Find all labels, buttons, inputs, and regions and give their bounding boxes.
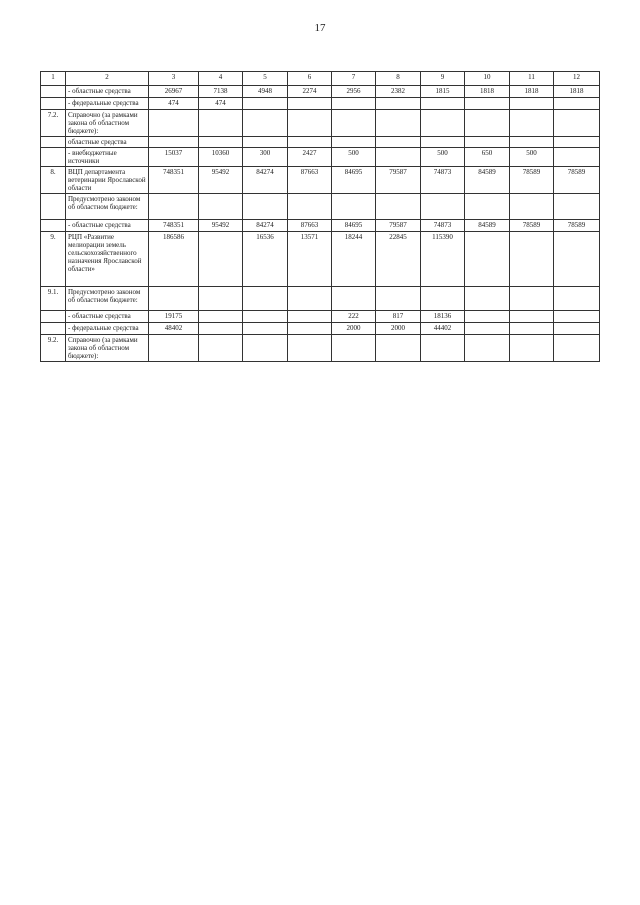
value-cell [554,110,600,137]
table-row [41,220,600,232]
value-cell [149,287,199,311]
value-cell [465,194,510,220]
value-cell [465,323,510,335]
value-cell [199,323,243,335]
value-cell: 19175 [149,311,199,323]
value-cell: 186586 [149,232,199,287]
row-index: 7.2. [41,110,66,137]
value-cell [243,137,288,148]
header-cell: 8 [376,72,421,86]
value-cell [510,287,554,311]
row-label: ВЦП департамента ветеринарии Ярославской области [66,167,149,194]
value-cell [510,137,554,148]
row-label: Предусмотрено законом об областном бюджете: [66,194,149,220]
value-cell [199,110,243,137]
header-cell: 1 [41,72,66,86]
value-cell [376,110,421,137]
value-cell [465,137,510,148]
value-cell [332,98,376,110]
value-cell [332,287,376,311]
header-cell: 9 [421,72,465,86]
table-body [41,72,600,362]
page-number: 17 [314,22,326,34]
row-label: - областные средства [66,220,149,232]
value-cell: 4948 [243,86,288,98]
value-cell: 16536 [243,232,288,287]
value-cell [465,287,510,311]
value-cell: 44402 [421,323,465,335]
value-cell: 500 [332,148,376,167]
row-index [41,148,66,167]
table-row [41,335,600,362]
row-label: - областные средства [66,86,149,98]
value-cell: 300 [243,148,288,167]
table-row [41,137,600,148]
value-cell [149,335,199,362]
value-cell [199,232,243,287]
value-cell [554,98,600,110]
value-cell: 78589 [510,220,554,232]
value-cell [199,311,243,323]
value-cell: 78589 [510,167,554,194]
row-label: - областные средства [66,311,149,323]
value-cell: 2382 [376,86,421,98]
value-cell [554,232,600,287]
table-row [41,323,600,335]
value-cell: 15037 [149,148,199,167]
value-cell [243,98,288,110]
value-cell [510,98,554,110]
value-cell [332,137,376,148]
value-cell [288,137,332,148]
value-cell [376,98,421,110]
value-cell: 95492 [199,167,243,194]
budget-table [40,71,600,362]
value-cell [288,311,332,323]
value-cell: 74873 [421,220,465,232]
value-cell: 78589 [554,220,600,232]
header-cell: 4 [199,72,243,86]
value-cell [465,311,510,323]
row-label: Справочно (за рамками закона об областном бюджете): [66,110,149,137]
value-cell [376,148,421,167]
value-cell [376,335,421,362]
value-cell: 84695 [332,167,376,194]
value-cell: 95492 [199,220,243,232]
row-index [41,323,66,335]
value-cell: 84695 [332,220,376,232]
value-cell: 2427 [288,148,332,167]
value-cell [243,287,288,311]
header-cell: 6 [288,72,332,86]
value-cell: 500 [510,148,554,167]
value-cell: 500 [421,148,465,167]
value-cell [554,148,600,167]
value-cell: 2000 [332,323,376,335]
value-cell: 26967 [149,86,199,98]
value-cell [554,311,600,323]
value-cell: 18244 [332,232,376,287]
value-cell: 115390 [421,232,465,287]
value-cell [465,232,510,287]
row-index: 9. [41,232,66,287]
value-cell [510,335,554,362]
value-cell [243,194,288,220]
row-index [41,311,66,323]
table-row [41,287,600,311]
value-cell [199,137,243,148]
row-label: - федеральные средства [66,323,149,335]
value-cell [465,110,510,137]
value-cell [421,335,465,362]
value-cell [199,287,243,311]
row-index [41,86,66,98]
value-cell: 84274 [243,220,288,232]
row-label: РЦП «Развитие мелиорации земель сельскохозяйственного назначения Ярославской области» [66,232,149,287]
table-row [41,86,600,98]
value-cell [243,311,288,323]
value-cell [510,311,554,323]
value-cell: 84274 [243,167,288,194]
value-cell [149,110,199,137]
row-label: Предусмотрено законом об областном бюджете: [66,287,149,311]
value-cell: 650 [465,148,510,167]
row-index [41,194,66,220]
value-cell: 84589 [465,220,510,232]
row-index [41,137,66,148]
header-cell: 2 [66,72,149,86]
value-cell [199,335,243,362]
value-cell [421,194,465,220]
value-cell [332,110,376,137]
value-cell [243,110,288,137]
value-cell: 2956 [332,86,376,98]
value-cell: 10360 [199,148,243,167]
value-cell: 79587 [376,220,421,232]
value-cell [554,335,600,362]
table-row [41,194,600,220]
row-index [41,220,66,232]
table-row [41,311,600,323]
value-cell: 13571 [288,232,332,287]
value-cell [243,335,288,362]
value-cell [510,194,554,220]
value-cell [421,137,465,148]
table-row [41,148,600,167]
value-cell: 74873 [421,167,465,194]
value-cell [510,232,554,287]
value-cell [288,98,332,110]
header-cell: 5 [243,72,288,86]
value-cell [376,287,421,311]
value-cell: 87663 [288,220,332,232]
row-index [41,98,66,110]
table-row [41,110,600,137]
value-cell: 78589 [554,167,600,194]
value-cell: 2274 [288,86,332,98]
value-cell: 48402 [149,323,199,335]
value-cell [421,287,465,311]
value-cell [510,323,554,335]
table-row [41,232,600,287]
value-cell: 474 [199,98,243,110]
value-cell: 22845 [376,232,421,287]
value-cell [554,137,600,148]
table-row [41,167,600,194]
table-row [41,98,600,110]
value-cell [288,287,332,311]
value-cell [288,335,332,362]
value-cell [288,323,332,335]
value-cell: 1818 [510,86,554,98]
header-cell: 10 [465,72,510,86]
row-index: 8. [41,167,66,194]
value-cell: 817 [376,311,421,323]
value-cell: 748351 [149,167,199,194]
header-cell: 7 [332,72,376,86]
row-label: областные средства [66,137,149,148]
value-cell: 87663 [288,167,332,194]
value-cell: 748351 [149,220,199,232]
value-cell: 2000 [376,323,421,335]
row-label: - федеральные средства [66,98,149,110]
value-cell: 84589 [465,167,510,194]
row-label: Справочно (за рамками закона об областном бюджете): [66,335,149,362]
value-cell: 1815 [421,86,465,98]
header-row [41,72,600,86]
value-cell [199,194,243,220]
value-cell: 1818 [554,86,600,98]
value-cell [376,137,421,148]
value-cell: 79587 [376,167,421,194]
value-cell [149,194,199,220]
value-cell [421,98,465,110]
value-cell: 474 [149,98,199,110]
value-cell [554,287,600,311]
row-label: - внебюджетные источники [66,148,149,167]
row-index: 9.2. [41,335,66,362]
value-cell: 18136 [421,311,465,323]
value-cell [332,194,376,220]
value-cell: 222 [332,311,376,323]
value-cell [288,110,332,137]
value-cell [149,137,199,148]
value-cell [554,194,600,220]
row-index: 9.1. [41,287,66,311]
value-cell: 7138 [199,86,243,98]
value-cell [465,335,510,362]
value-cell [243,323,288,335]
value-cell: 1818 [465,86,510,98]
header-cell: 3 [149,72,199,86]
value-cell [332,335,376,362]
value-cell [421,110,465,137]
header-cell: 12 [554,72,600,86]
header-cell: 11 [510,72,554,86]
value-cell [288,194,332,220]
value-cell [376,194,421,220]
value-cell [510,110,554,137]
value-cell [465,98,510,110]
value-cell [554,323,600,335]
